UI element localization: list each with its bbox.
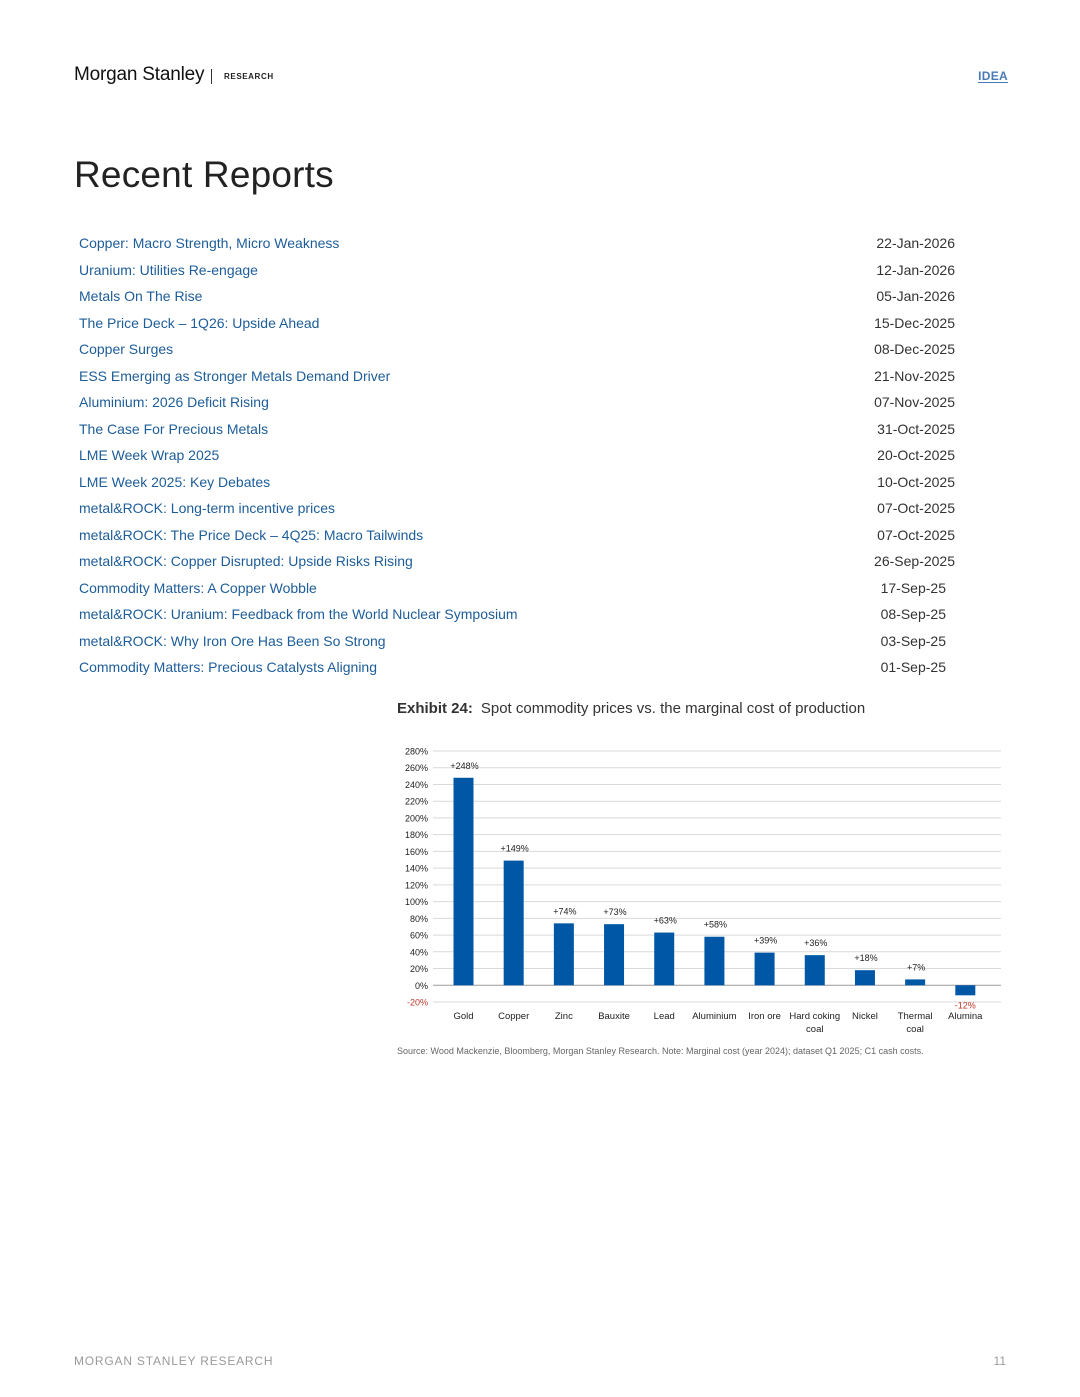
bar-alumina	[955, 985, 975, 995]
y-tick-label: 280%	[404, 746, 428, 757]
y-tick-label: 180%	[404, 830, 428, 841]
report-date: 17-Sep-25	[880, 579, 946, 596]
x-category-label: Gold	[453, 1011, 474, 1022]
report-date: 26-Sep-2025	[874, 553, 955, 569]
report-row	[79, 231, 955, 258]
report-link[interactable]: Metals On The Rise	[79, 288, 203, 304]
y-tick-label: 20%	[409, 964, 428, 975]
report-date: 10-Oct-2025	[877, 473, 955, 490]
bar-lead	[654, 933, 674, 986]
report-date: 20-Oct-2025	[877, 447, 955, 463]
y-tick-label: 100%	[404, 897, 428, 908]
bar-gold	[454, 778, 474, 985]
report-row	[79, 496, 955, 523]
data-label: +149%	[500, 843, 529, 854]
bar-aluminium	[704, 937, 724, 986]
x-category-label: Copper	[498, 1011, 530, 1022]
report-row	[79, 364, 955, 391]
report-row	[79, 311, 955, 338]
report-row	[79, 549, 955, 576]
report-link[interactable]: Commodity Matters: Precious Catalysts Aligning	[79, 659, 377, 675]
x-category-label: Nickel	[852, 1011, 878, 1022]
recent-reports-list	[79, 231, 955, 682]
y-tick-label: -20%	[406, 997, 428, 1008]
report-row	[79, 602, 955, 629]
x-category-label: Hard coking	[789, 1011, 841, 1022]
report-link[interactable]: Aluminium: 2026 Deficit Rising	[79, 394, 269, 410]
x-category-label: Iron ore	[748, 1011, 781, 1022]
report-date: 22-Jan-2026	[876, 235, 955, 251]
report-link[interactable]: metal&ROCK: Uranium: Feedback from the World Nuclear Symposium	[79, 606, 518, 622]
exhibit-caption	[397, 700, 865, 717]
data-label: +248%	[450, 760, 479, 771]
y-tick-label: 140%	[404, 863, 428, 874]
x-category-label: Aluminium	[692, 1011, 737, 1022]
report-date: 12-Jan-2026	[876, 261, 955, 278]
brand-divider	[211, 69, 212, 84]
report-date: 01-Sep-25	[880, 659, 946, 675]
data-label: +58%	[703, 919, 728, 930]
report-date: 07-Oct-2025	[877, 500, 955, 516]
report-link[interactable]: metal&ROCK: Why Iron Ore Has Been So Strong	[79, 632, 386, 649]
bar-hard-coking-coal	[805, 955, 825, 985]
report-row	[79, 523, 955, 550]
report-date: 07-Oct-2025	[877, 526, 955, 543]
report-row	[79, 390, 955, 417]
bar-thermal-coal	[905, 979, 925, 985]
report-date: 08-Sep-25	[880, 606, 946, 622]
exhibit-title: Spot commodity prices vs. the marginal cost of production	[480, 700, 866, 717]
page-number: 11	[993, 1354, 1006, 1368]
report-date: 07-Nov-2025	[874, 394, 955, 410]
x-category-label: coal	[806, 1024, 824, 1035]
data-label: +39%	[753, 935, 778, 946]
page-header	[74, 64, 1008, 90]
y-tick-label: 200%	[404, 813, 428, 824]
report-link[interactable]: metal&ROCK: Long-term incentive prices	[79, 500, 335, 516]
exhibit-source-note: Source: Wood Mackenzie, Bloomberg, Morgan Stanley Research. Note: Marginal cost (year 2024); dataset Q1 2025; C1 cash costs.	[397, 1046, 924, 1056]
bar-copper	[504, 861, 524, 986]
report-date: 31-Oct-2025	[877, 420, 955, 437]
report-date: 15-Dec-2025	[874, 314, 955, 331]
report-link[interactable]: metal&ROCK: Copper Disrupted: Upside Risks Rising	[79, 553, 413, 569]
report-link[interactable]: metal&ROCK: The Price Deck – 4Q25: Macro Tailwinds	[79, 526, 424, 543]
x-category-label: Lead	[653, 1011, 675, 1022]
report-row	[79, 576, 955, 603]
y-tick-label: 40%	[409, 947, 428, 958]
report-link[interactable]: LME Week Wrap 2025	[79, 447, 220, 463]
page-title: Recent Reports	[74, 154, 334, 195]
report-link[interactable]: The Case For Precious Metals	[79, 420, 269, 437]
bar-zinc	[554, 923, 574, 985]
report-link[interactable]: Uranium: Utilities Re-engage	[79, 261, 258, 278]
report-date: 21-Nov-2025	[874, 367, 955, 384]
report-row	[79, 417, 955, 444]
bar-bauxite	[604, 924, 624, 985]
x-category-label: Alumina	[948, 1011, 983, 1022]
x-category-label: Bauxite	[598, 1011, 630, 1022]
y-tick-label: 160%	[404, 846, 428, 857]
report-link[interactable]: The Price Deck – 1Q26: Upside Ahead	[79, 314, 320, 331]
y-tick-label: 220%	[404, 796, 428, 807]
report-link[interactable]: LME Week 2025: Key Debates	[79, 473, 271, 490]
data-label: +73%	[603, 907, 627, 918]
x-category-label: Zinc	[554, 1011, 573, 1022]
y-tick-label: 0%	[414, 980, 428, 991]
y-tick-label: 240%	[404, 779, 428, 790]
footer-text: MORGAN STANLEY RESEARCH	[74, 1354, 274, 1368]
y-tick-label: 260%	[404, 763, 428, 774]
report-row	[79, 629, 955, 656]
data-label: +36%	[804, 938, 828, 949]
report-date: 08-Dec-2025	[874, 341, 955, 357]
report-row	[79, 284, 955, 311]
brand-subtitle: RESEARCH	[224, 72, 274, 81]
report-row	[79, 655, 955, 682]
report-link[interactable]: Copper: Macro Strength, Micro Weakness	[79, 235, 340, 251]
report-date: 03-Sep-25	[880, 632, 946, 649]
data-label: +74%	[553, 906, 577, 917]
exhibit-label: Exhibit 24:	[397, 700, 473, 717]
report-date: 05-Jan-2026	[876, 288, 955, 304]
y-tick-label: 80%	[409, 913, 428, 924]
commodity-bar-chart	[397, 740, 1007, 1045]
chart-svg	[397, 740, 1007, 1040]
report-link[interactable]: Commodity Matters: A Copper Wobble	[79, 579, 317, 596]
idea-badge: IDEA	[978, 69, 1008, 83]
report-row	[79, 443, 955, 470]
data-label: +18%	[854, 953, 878, 964]
data-label: +7%	[907, 962, 926, 973]
report-link[interactable]: Copper Surges	[79, 341, 174, 357]
x-category-label: Thermal	[897, 1011, 933, 1022]
report-row	[79, 337, 955, 364]
y-tick-label: 120%	[404, 880, 428, 891]
bar-nickel	[855, 970, 875, 985]
data-label: +63%	[653, 915, 677, 926]
report-link[interactable]: ESS Emerging as Stronger Metals Demand Driver	[79, 367, 391, 384]
brand-logo: Morgan Stanley	[74, 64, 205, 85]
y-tick-label: 60%	[409, 930, 428, 941]
report-row	[79, 470, 955, 497]
x-category-label: coal	[906, 1024, 924, 1035]
bar-iron-ore	[755, 953, 775, 986]
report-row	[79, 258, 955, 285]
data-label: -12%	[954, 1000, 976, 1011]
